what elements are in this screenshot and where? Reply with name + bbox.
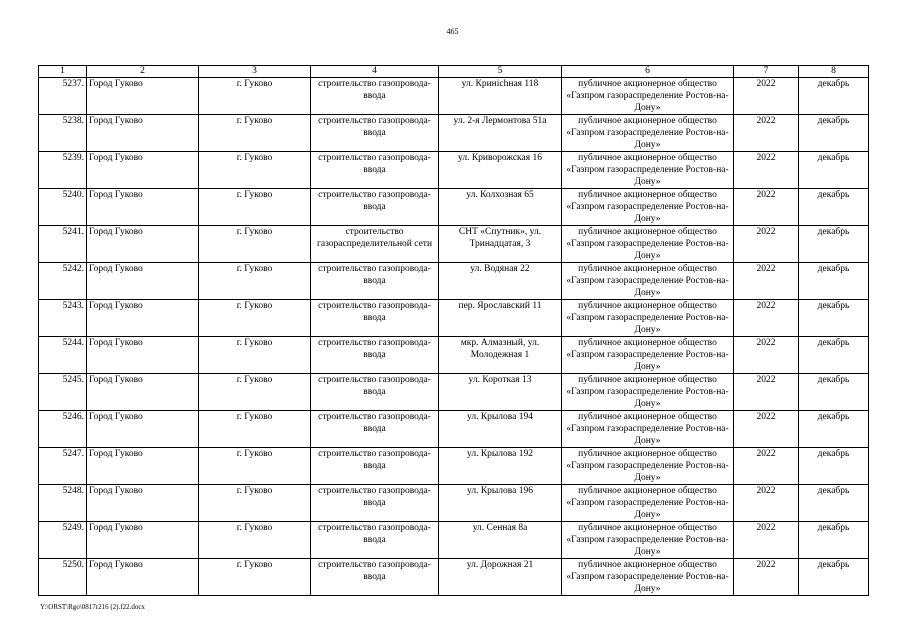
row-number: 5250. (39, 559, 87, 596)
month-cell: декабрь (799, 189, 869, 226)
address-cell: СНТ «Спутник», ул. Тринадцатая, 3 (439, 226, 562, 263)
month-cell: декабрь (799, 485, 869, 522)
year-cell: 2022 (734, 115, 799, 152)
year-cell: 2022 (734, 152, 799, 189)
year-cell: 2022 (734, 226, 799, 263)
year-cell: 2022 (734, 300, 799, 337)
row-number: 5248. (39, 485, 87, 522)
row-number: 5245. (39, 374, 87, 411)
month-cell: декабрь (799, 337, 869, 374)
row-number: 5239. (39, 152, 87, 189)
table-row (39, 374, 869, 411)
month-cell: декабрь (799, 448, 869, 485)
address-cell: ул. Короткая 13 (439, 374, 562, 411)
month-cell: декабрь (799, 152, 869, 189)
organization-cell: публичное акционерное общество «Газпром газораспределение Ростов-на-Дону» (562, 448, 734, 485)
table-row (39, 78, 869, 115)
work-type-cell: строительство газораспределительной сети (311, 226, 439, 263)
municipality-cell: Город Гуково (87, 226, 199, 263)
address-cell: ул. Колхозная 65 (439, 189, 562, 226)
year-cell: 2022 (734, 189, 799, 226)
address-cell: ул. Сенная 8а (439, 522, 562, 559)
work-type-cell: строительство газопровода-ввода (311, 559, 439, 596)
table-row (39, 485, 869, 522)
table-row (39, 263, 869, 300)
address-cell: ул. Водяная 22 (439, 263, 562, 300)
table-row (39, 300, 869, 337)
work-type-cell: строительство газопровода-ввода (311, 337, 439, 374)
month-cell: декабрь (799, 78, 869, 115)
address-cell: ул. Крылова 196 (439, 485, 562, 522)
municipality-cell: Город Гуково (87, 300, 199, 337)
settlement-cell: г. Гуково (199, 226, 311, 263)
settlement-cell: г. Гуково (199, 522, 311, 559)
row-number: 5242. (39, 263, 87, 300)
table-row (39, 226, 869, 263)
organization-cell: публичное акционерное общество «Газпром газораспределение Ростов-на-Дону» (562, 522, 734, 559)
municipality-cell: Город Гуково (87, 522, 199, 559)
column-header: 3 (199, 66, 311, 78)
work-type-cell: строительство газопровода-ввода (311, 522, 439, 559)
organization-cell: публичное акционерное общество «Газпром газораспределение Ростов-на-Дону» (562, 559, 734, 596)
settlement-cell: г. Гуково (199, 411, 311, 448)
row-number: 5238. (39, 115, 87, 152)
address-cell: ул. 2-я Лермонтова 51а (439, 115, 562, 152)
work-type-cell: строительство газопровода-ввода (311, 189, 439, 226)
table-row (39, 337, 869, 374)
municipality-cell: Город Гуково (87, 374, 199, 411)
address-cell: ул. Крылова 192 (439, 448, 562, 485)
row-number: 5243. (39, 300, 87, 337)
month-cell: декабрь (799, 559, 869, 596)
row-number: 5246. (39, 411, 87, 448)
year-cell: 2022 (734, 559, 799, 596)
year-cell: 2022 (734, 522, 799, 559)
settlement-cell: г. Гуково (199, 300, 311, 337)
month-cell: декабрь (799, 115, 869, 152)
municipality-cell: Город Гуково (87, 337, 199, 374)
year-cell: 2022 (734, 448, 799, 485)
work-type-cell: строительство газопровода-ввода (311, 485, 439, 522)
month-cell: декабрь (799, 374, 869, 411)
organization-cell: публичное акционерное общество «Газпром газораспределение Ростов-на-Дону» (562, 374, 734, 411)
organization-cell: публичное акционерное общество «Газпром газораспределение Ростов-на-Дону» (562, 78, 734, 115)
row-number: 5249. (39, 522, 87, 559)
settlement-cell: г. Гуково (199, 263, 311, 300)
table-row (39, 189, 869, 226)
organization-cell: публичное акционерное общество «Газпром газораспределение Ростов-на-Дону» (562, 263, 734, 300)
year-cell: 2022 (734, 411, 799, 448)
address-cell: мкр. Алмазный, ул. Молодежная 1 (439, 337, 562, 374)
year-cell: 2022 (734, 485, 799, 522)
column-header: 2 (87, 66, 199, 78)
column-number-row (39, 66, 869, 78)
settlement-cell: г. Гуково (199, 448, 311, 485)
registry-table (38, 65, 869, 596)
organization-cell: публичное акционерное общество «Газпром газораспределение Ростов-на-Дону» (562, 152, 734, 189)
year-cell: 2022 (734, 374, 799, 411)
address-cell: ул. Криворожская 16 (439, 152, 562, 189)
year-cell: 2022 (734, 337, 799, 374)
file-path-footer: Y:\ORST\Rgo\0817r216 (2).f22.docx (40, 603, 145, 611)
column-header: 6 (562, 66, 734, 78)
month-cell: декабрь (799, 300, 869, 337)
settlement-cell: г. Гуково (199, 337, 311, 374)
month-cell: декабрь (799, 522, 869, 559)
month-cell: декабрь (799, 263, 869, 300)
municipality-cell: Город Гуково (87, 115, 199, 152)
organization-cell: публичное акционерное общество «Газпром газораспределение Ростов-на-Дону» (562, 411, 734, 448)
table-row (39, 411, 869, 448)
municipality-cell: Город Гуково (87, 448, 199, 485)
year-cell: 2022 (734, 78, 799, 115)
municipality-cell: Город Гуково (87, 559, 199, 596)
table-row (39, 115, 869, 152)
settlement-cell: г. Гуково (199, 559, 311, 596)
settlement-cell: г. Гуково (199, 115, 311, 152)
month-cell: декабрь (799, 226, 869, 263)
organization-cell: публичное акционерное общество «Газпром газораспределение Ростов-на-Дону» (562, 189, 734, 226)
work-type-cell: строительство газопровода-ввода (311, 411, 439, 448)
row-number: 5244. (39, 337, 87, 374)
page-number: 465 (446, 27, 459, 36)
row-number: 5240. (39, 189, 87, 226)
address-cell: ул. Кринichная 118 (439, 78, 562, 115)
municipality-cell: Город Гуково (87, 78, 199, 115)
municipality-cell: Город Гуково (87, 485, 199, 522)
month-cell: декабрь (799, 411, 869, 448)
municipality-cell: Город Гуково (87, 152, 199, 189)
address-cell: ул. Крылова 194 (439, 411, 562, 448)
settlement-cell: г. Гуково (199, 189, 311, 226)
row-number: 5247. (39, 448, 87, 485)
organization-cell: публичное акционерное общество «Газпром газораспределение Ростов-на-Дону» (562, 485, 734, 522)
settlement-cell: г. Гуково (199, 374, 311, 411)
address-cell: пер. Ярославский 11 (439, 300, 562, 337)
work-type-cell: строительство газопровода-ввода (311, 374, 439, 411)
column-header: 4 (311, 66, 439, 78)
organization-cell: публичное акционерное общество «Газпром газораспределение Ростов-на-Дону» (562, 300, 734, 337)
work-type-cell: строительство газопровода-ввода (311, 115, 439, 152)
column-header: 1 (39, 66, 87, 78)
address-cell: ул. Дорожная 21 (439, 559, 562, 596)
table-row (39, 448, 869, 485)
organization-cell: публичное акционерное общество «Газпром газораспределение Ростов-на-Дону» (562, 337, 734, 374)
table-row (39, 522, 869, 559)
organization-cell: публичное акционерное общество «Газпром газораспределение Ростов-на-Дону» (562, 115, 734, 152)
table-row (39, 152, 869, 189)
settlement-cell: г. Гуково (199, 485, 311, 522)
settlement-cell: г. Гуково (199, 78, 311, 115)
row-number: 5241. (39, 226, 87, 263)
municipality-cell: Город Гуково (87, 189, 199, 226)
table-body (39, 78, 869, 596)
municipality-cell: Город Гуково (87, 411, 199, 448)
work-type-cell: строительство газопровода-ввода (311, 152, 439, 189)
column-header: 7 (734, 66, 799, 78)
work-type-cell: строительство газопровода-ввода (311, 448, 439, 485)
table-row (39, 559, 869, 596)
column-header: 5 (439, 66, 562, 78)
row-number: 5237. (39, 78, 87, 115)
organization-cell: публичное акционерное общество «Газпром газораспределение Ростов-на-Дону» (562, 226, 734, 263)
work-type-cell: строительство газопровода-ввода (311, 263, 439, 300)
work-type-cell: строительство газопровода-ввода (311, 300, 439, 337)
year-cell: 2022 (734, 263, 799, 300)
work-type-cell: строительство газопровода-ввода (311, 78, 439, 115)
column-header: 8 (799, 66, 869, 78)
municipality-cell: Город Гуково (87, 263, 199, 300)
settlement-cell: г. Гуково (199, 152, 311, 189)
